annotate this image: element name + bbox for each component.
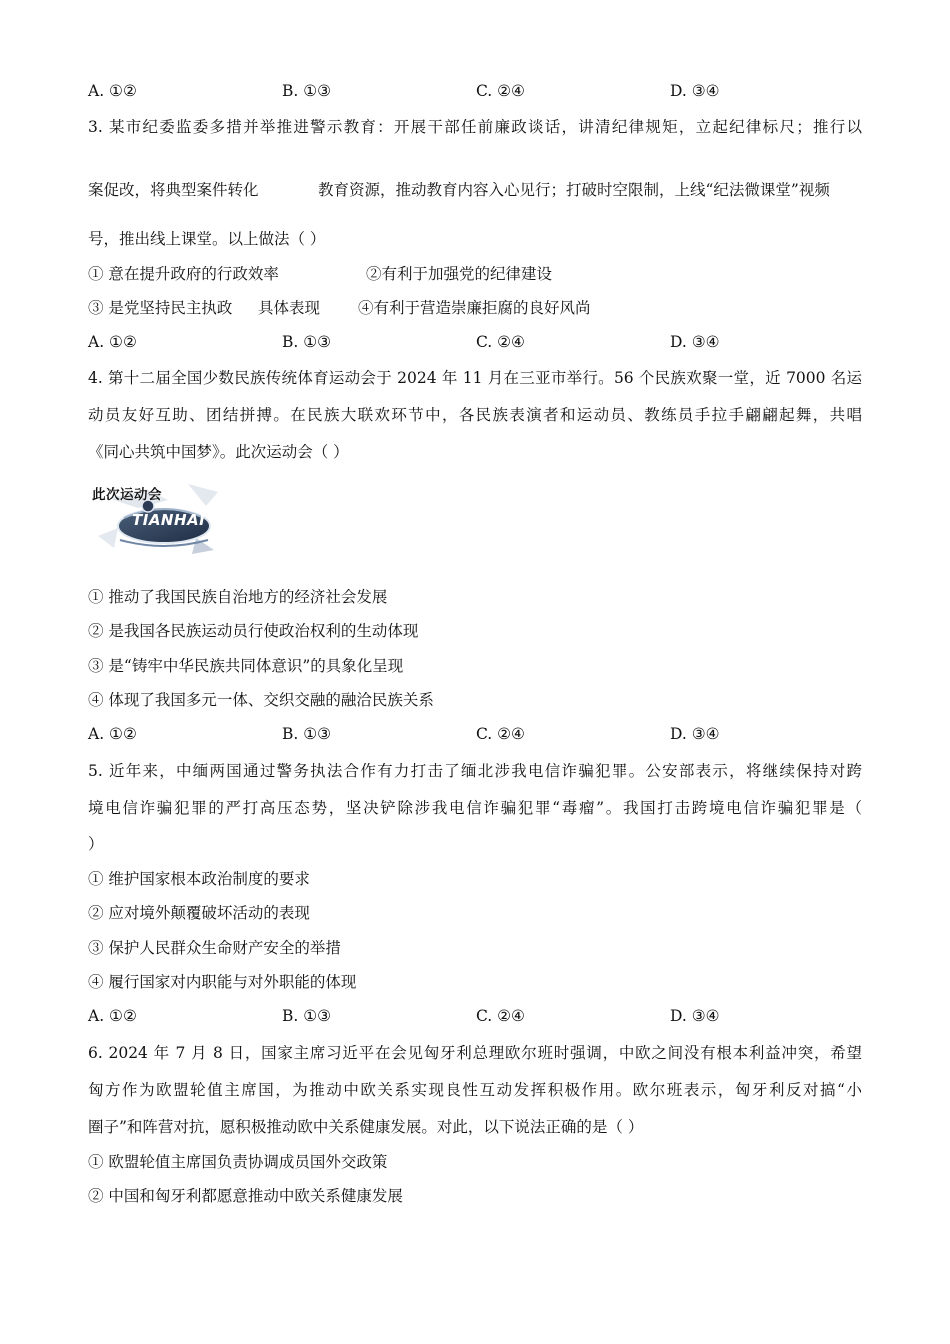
q4-statement-4: ④ 体现了我国多元一体、交织交融的融洽民族关系 bbox=[88, 691, 434, 709]
q4-option-a: A. ①② bbox=[88, 725, 137, 743]
q2-option-a: A. ①② bbox=[88, 82, 137, 100]
q6-statement-1: ① 欧盟轮值主席国负责协调成员国外交政策 bbox=[88, 1153, 388, 1171]
q4-option-b: B. ①③ bbox=[282, 725, 332, 743]
image-logo-text: TIANHAI bbox=[132, 511, 206, 529]
q5-stem-line-2: 境电信诈骗犯罪的严打高压态势，坚决铲除涉我电信诈骗犯罪“毒瘤”。我国打击跨境电信诈骗犯罪是（ bbox=[88, 799, 862, 817]
q3-option-c: C. ②④ bbox=[476, 333, 525, 351]
q2-option-c: C. ②④ bbox=[476, 82, 525, 100]
q3-statement-4: ④有利于营造崇廉拒腐的良好风尚 bbox=[358, 299, 591, 317]
q6-stem-line-1: 6. 2024 年 7 月 8 日，国家主席习近平在会见匈牙利总理欧尔班时强调，中欧之间没有根本利益冲突，希望 bbox=[88, 1044, 862, 1062]
q5-option-d: D. ③④ bbox=[670, 1007, 720, 1025]
q5-stem-line-3: ） bbox=[88, 835, 104, 853]
event-logo-image bbox=[88, 478, 224, 558]
q2-option-d: D. ③④ bbox=[670, 82, 720, 100]
q3-statement-3a: ③ 是党坚持民主执政 bbox=[88, 299, 233, 317]
q5-stem-line-1: 5. 近年来，中缅两国通过警务执法合作有力打击了缅北涉我电信诈骗犯罪。公安部表示，将继续保持对跨 bbox=[88, 762, 862, 780]
q4-stem-line-1: 4. 第十二届全国少数民族传统体育运动会于 2024 年 11 月在三亚市举行。56 个民族欢聚一堂，近 7000 名运 bbox=[88, 369, 862, 387]
q3-option-b: B. ①③ bbox=[282, 333, 332, 351]
q3-option-a: A. ①② bbox=[88, 333, 137, 351]
q5-statement-4: ④ 履行国家对内职能与对外职能的体现 bbox=[88, 973, 357, 991]
q4-stem-line-2: 动员友好互助、团结拼搏。在民族大联欢环节中，各民族表演者和运动员、教练员手拉手翩翩起舞，共唱 bbox=[88, 406, 862, 424]
q5-options bbox=[88, 1006, 868, 1026]
q3-options bbox=[88, 332, 868, 352]
q4-statement-3: ③ 是“铸牢中华民族共同体意识”的具象化呈现 bbox=[88, 657, 404, 675]
q4-statement-1: ① 推动了我国民族自治地方的经济社会发展 bbox=[88, 588, 388, 606]
q5-option-b: B. ①③ bbox=[282, 1007, 332, 1025]
image-caption-title: 此次运动会 bbox=[92, 487, 162, 503]
q4-options bbox=[88, 724, 868, 744]
q3-stem-line-3: 号，推出线上课堂。以上做法（ ） bbox=[88, 230, 326, 248]
q2-options bbox=[88, 81, 868, 101]
q6-stem-line-3: 圈子”和阵营对抗，愿积极推动欧中关系健康发展。对此，以下说法正确的是（ ） bbox=[88, 1118, 644, 1136]
q5-statement-3: ③ 保护人民群众生命财产安全的举措 bbox=[88, 939, 341, 957]
q4-statement-2: ② 是我国各民族运动员行使政治权利的生动体现 bbox=[88, 622, 419, 640]
q3-statement-3b: 具体表现 bbox=[258, 299, 321, 317]
q3-stem-line-1: 3. 某市纪委监委多措并举推进警示教育：开展干部任前廉政谈话，讲清纪律规矩，立起纪律标尺；推行以 bbox=[88, 118, 862, 136]
q4-option-c: C. ②④ bbox=[476, 725, 525, 743]
q3-stem-line-2b: 教育资源，推动教育内容入心见行；打破时空限制，上线“纪法微课堂”视频 bbox=[318, 181, 830, 199]
q5-statement-2: ② 应对境外颠覆破坏活动的表现 bbox=[88, 904, 310, 922]
q3-stem-line-2a: 案促改，将典型案件转化 bbox=[88, 181, 259, 199]
q5-statement-1: ① 维护国家根本政治制度的要求 bbox=[88, 870, 310, 888]
q5-option-a: A. ①② bbox=[88, 1007, 137, 1025]
q6-stem-line-2: 匈方作为欧盟轮值主席国，为推动中欧关系实现良性互动发挥积极作用。欧尔班表示，匈牙利反对搞“小 bbox=[88, 1081, 862, 1099]
q4-stem-line-3: 《同心共筑中国梦》。此次运动会（ ） bbox=[88, 443, 349, 461]
q6-statement-2: ② 中国和匈牙利都愿意推动中欧关系健康发展 bbox=[88, 1187, 403, 1205]
q4-option-d: D. ③④ bbox=[670, 725, 720, 743]
q3-option-d: D. ③④ bbox=[670, 333, 720, 351]
q3-statement-1: ① 意在提升政府的行政效率 bbox=[88, 265, 279, 283]
q5-option-c: C. ②④ bbox=[476, 1007, 525, 1025]
q3-statement-2: ②有利于加强党的纪律建设 bbox=[366, 265, 553, 283]
q2-option-b: B. ①③ bbox=[282, 82, 332, 100]
